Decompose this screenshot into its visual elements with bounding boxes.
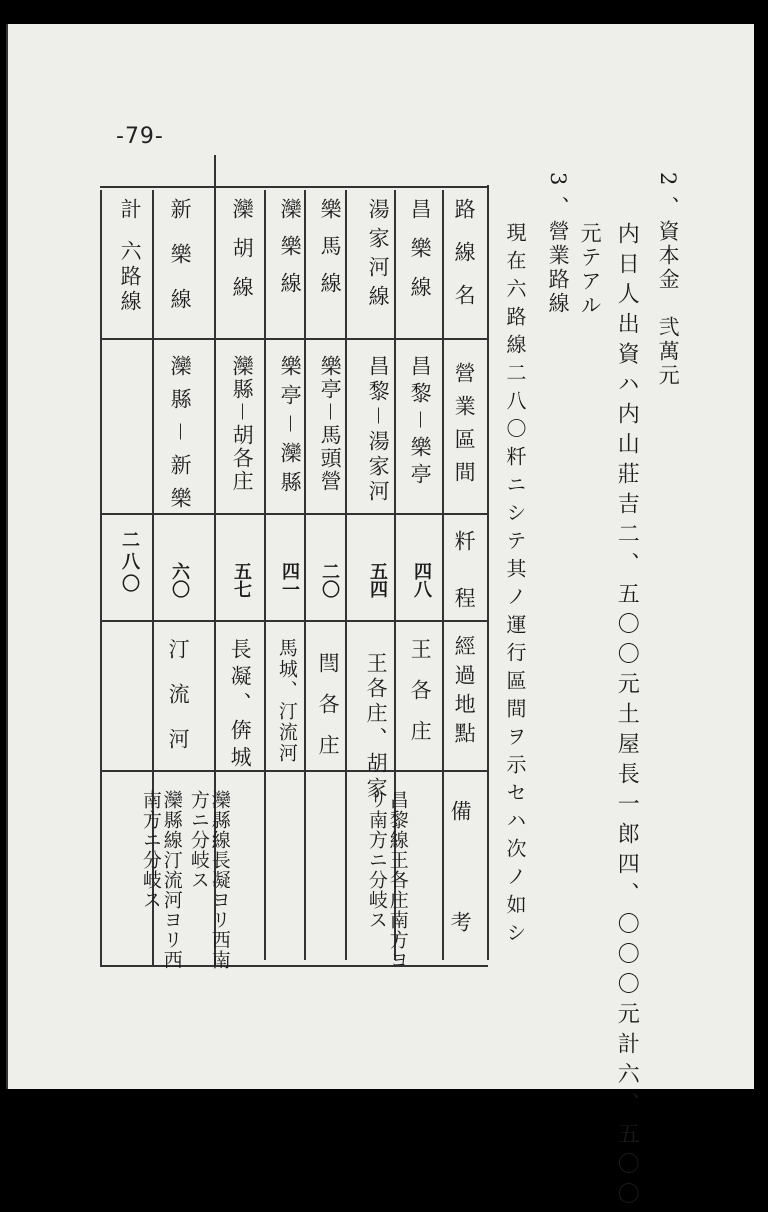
table-row-section: 灤縣－新樂 (168, 355, 193, 520)
table-row-via: 馬城、汀流河 (275, 638, 298, 764)
table-row-km: 五七 (231, 562, 252, 598)
table-row-route: 樂馬線 (318, 198, 343, 309)
section2-line2: 元テアル (578, 222, 603, 318)
table-row-notes: 灤縣線長凝ヨリ西南方ニ分岐ス (187, 790, 231, 970)
header-section: 營業區間 (452, 362, 477, 494)
header-route: 路線名 (452, 198, 477, 327)
table-rule (100, 338, 488, 340)
page-number: -79- (116, 124, 164, 149)
table-row-route: 昌樂線 (408, 198, 433, 315)
table-rule (264, 190, 266, 960)
total-routes: 六路線 (118, 240, 143, 315)
table-row-notes: 灤縣線汀流河ヨリ西南方ニ分岐ス (139, 790, 183, 970)
table-row-route: 灤胡線 (230, 198, 255, 315)
section3-heading: 、營業路線 (546, 196, 571, 316)
table-row-via: 王各庄、胡家 (364, 652, 389, 802)
section2-heading: 、資本金 弐萬元 (656, 196, 681, 388)
header-via: 經過地點 (452, 635, 477, 751)
table-row-via: 王各庄 (408, 638, 433, 761)
table-rule (100, 190, 102, 965)
table-rule (304, 190, 306, 960)
table-rule (442, 190, 444, 960)
section2-number: 2 (656, 172, 681, 189)
table-row-via: 閆各庄 (316, 652, 341, 775)
table-rule (345, 190, 347, 960)
table-rule (100, 770, 488, 772)
table-rule (100, 186, 488, 188)
table-row-section: 樂亭－馬頭營 (318, 355, 343, 493)
section3-number: 3 (546, 172, 571, 189)
table-row-section: 昌黎－湯家河 (366, 355, 391, 505)
table-row-km: 四一 (279, 562, 300, 598)
table-row-section: 樂亭－灤縣 (278, 355, 303, 500)
section2-line1: 内日人出資ハ内山莊吉二、五〇〇元土屋長一郎四、〇〇〇元計六、五〇〇 (614, 222, 640, 1212)
table-rule (487, 185, 489, 960)
section3-line1: 現在六路線二八〇粁ニシテ其ノ運行區間ヲ示セハ次ノ如シ (503, 222, 527, 950)
table-row-via: 汀流河 (166, 638, 191, 773)
table-row-km: 二〇 (319, 562, 340, 598)
table-row-notes: 昌黎線王各庄南方ヨリ南方ニ分岐ス (365, 790, 409, 970)
table-row-route: 湯家河線 (366, 198, 391, 314)
table-row-section: 昌黎－樂亭 (408, 355, 433, 490)
header-km: 粁程 (452, 530, 477, 644)
header-notes: 備考 (448, 800, 473, 1022)
table-row-route: 灤樂線 (278, 198, 303, 309)
table-row-via: 長凝、倴城 (228, 638, 253, 773)
table-rule (100, 620, 488, 622)
table-row-km: 五四 (367, 562, 388, 598)
table-row-km: 六〇 (169, 562, 190, 598)
frame-edge (6, 24, 8, 1089)
total-label: 計 (118, 198, 143, 222)
table-row-section: 灤縣－胡各庄 (230, 355, 255, 493)
table-row-route: 新樂線 (168, 198, 193, 333)
table-row-km: 四八 (411, 562, 432, 598)
total-km: 二八〇 (119, 530, 140, 596)
table-rule (100, 513, 488, 515)
